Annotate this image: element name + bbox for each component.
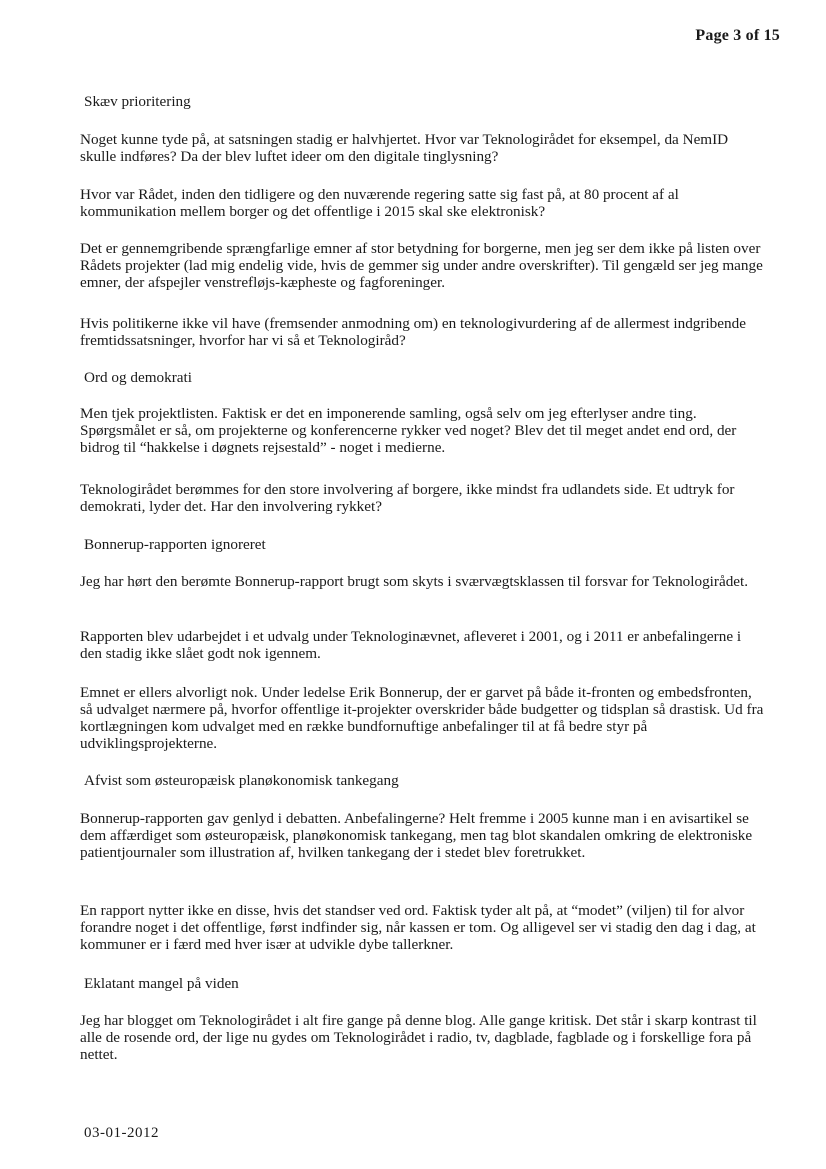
paragraph: Rapporten blev udarbejdet i et udvalg under Teknologinævnet, afleveret i 2001, og i 2011 er anbefalingerne i den stadig ikke slået godt nok igennem. bbox=[80, 628, 742, 662]
section-heading-bonnerup-rapporten: Bonnerup-rapporten ignoreret bbox=[84, 536, 266, 553]
paragraph: Bonnerup-rapporten gav genlyd i debatten. Anbefalingerne? Helt fremme i 2005 kunne man i en avisartikel se dem affærdiget som østeuropæisk, planøkonomisk tankegang, men tag blot skandalen omkring de elektroniske patientjournaler som illustration af, hvilken tankegang der i stedet blev foretrukket. bbox=[80, 810, 753, 861]
paragraph: Det er gennemgribende sprængfarlige emner af stor betydning for borgerne, men jeg ser dem ikke på listen over Rådets projekter (lad mig endelig vide, hvis de gemmer sig under andre overskrifter). Til gengæld ser jeg mange emner, der afspejler venstrefløjs-kæpheste og fagforeninger. bbox=[80, 240, 763, 291]
section-heading-skaev-prioritering: Skæv prioritering bbox=[84, 93, 191, 110]
paragraph: Teknologirådet berømmes for den store involvering af borgere, ikke mindst fra udlandets side. Et udtryk for demokrati, lyder det. Har den involvering rykket? bbox=[80, 481, 735, 515]
paragraph: Jeg har blogget om Teknologirådet i alt fire gange på denne blog. Alle gange kritisk. Det står i skarp kontrast til alle de rosende ord, der lige nu gydes om Teknologirådet i radio, tv, dagblade, fagblade og i forskellige fora på nettet. bbox=[80, 1012, 757, 1063]
section-heading-afvist: Afvist som østeuropæisk planøkonomisk tankegang bbox=[84, 772, 399, 789]
paragraph: En rapport nytter ikke en disse, hvis det standser ved ord. Faktisk tyder alt på, at “modet” (viljen) til for alvor forandre noget i det offentlige, først indfinder sig, når kassen er tom. Og alligevel ser vi stadig den dag i dag, at kommuner er i færd med hver især at udvikle dybe tallerkner. bbox=[80, 902, 756, 953]
paragraph: Noget kunne tyde på, at satsningen stadig er halvhjertet. Hvor var Teknologirådet for eksempel, da NemID skulle indføres? Da der blev luftet ideer om den digitale tinglysning? bbox=[80, 131, 729, 165]
paragraph: Hvis politikerne ikke vil have (fremsender anmodning om) en teknologivurdering af de allermest indgribende fremtidssatsninger, hvorfor har vi så et Teknologiråd? bbox=[80, 315, 746, 349]
paragraph: Men tjek projektlisten. Faktisk er det en imponerende samling, også selv om jeg efterlyser andre ting. Spørgsmålet er så, om projekterne og konferencerne rykker ved noget? Blev det til meget andet end ord, der bidrog til “hakkelse i døgnets rejsestald” - noget i medierne. bbox=[80, 405, 737, 456]
paragraph: Hvor var Rådet, inden den tidligere og den nuværende regering satte sig fast på, at 80 procent af al kommunikation mellem borger og det offentlige i 2015 skal ske elektronisk? bbox=[80, 186, 679, 220]
paragraph: Emnet er ellers alvorligt nok. Under ledelse Erik Bonnerup, der er garvet på både it-fronten og embedsfronten, så udvalget nærmere på, hvorfor offentlige it-projekter overskrider både budgetter og tidsplan så drastisk. Ud fra kortlægningen kom udvalget med en række bundfornuftige anbefalinger til at få bedre styr på udviklingsprojekterne. bbox=[80, 684, 764, 752]
section-heading-eklatant-mangel: Eklatant mangel på viden bbox=[84, 975, 239, 992]
paragraph: Jeg har hørt den berømte Bonnerup-rapport brugt som skyts i sværvægtsklassen til forsvar for Teknologirådet. bbox=[80, 573, 749, 590]
page-number: Page 3 of 15 bbox=[695, 27, 780, 44]
section-heading-ord-og-demokrati: Ord og demokrati bbox=[84, 369, 192, 386]
footer-date: 03-01-2012 bbox=[84, 1125, 159, 1141]
